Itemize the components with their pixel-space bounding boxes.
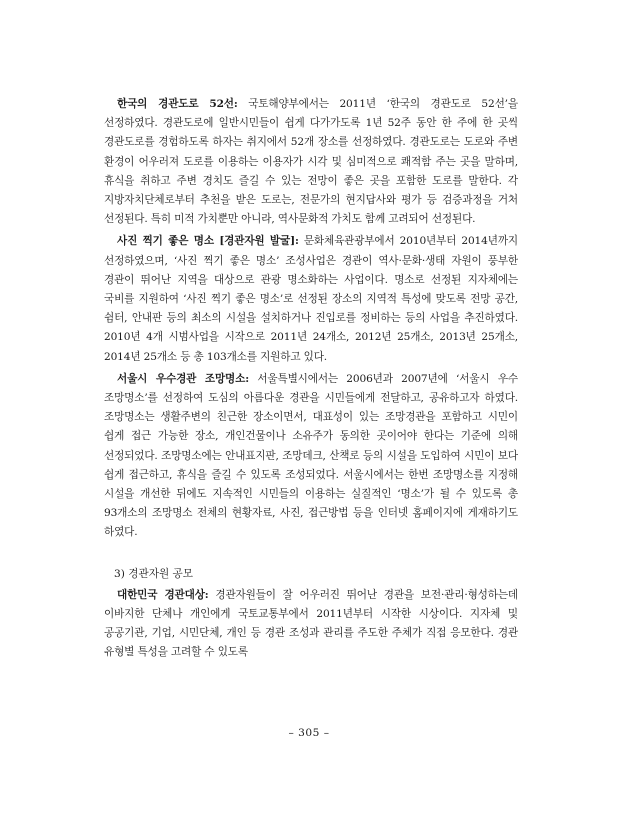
paragraph-lead: 한국의 경관도로 52선: [117,98,238,110]
paragraph-scenic-roads [104,95,518,229]
paragraph-text: 문화체육관광부에서 2010년부터 2014년까지 선정하였으며, ‘사진 찍기 좋은 명소’ 조성사업은 경관이 역사·문화·생태 자원이 풍부한 경관이 뛰어난 지역을 대상으로 관광 명소화하는 사업이다. 명소로 선정된 지자체에는 국비를 지원하여 ‘사진 찍기 좋은 명소’로 선정된 장소의 지역적 특성에 맞도록 전망 공간, 쉼터, 안내판 등의 최소의 시설을 설치하거나 진입로를 정비하는 등의 사업을 추진하였다. 2010년 4개 시범사업을 시작으로 2011년 24개소, 2012년 25개소, 2013년 25개소, 2014년 25개소 등 총 103개소를 지원하고 있다. [104,235,518,363]
paragraph-lead: 대한민국 경관대상: [117,588,209,601]
paragraph-text: 경관자원들이 잘 어우러진 뛰어난 경관을 보전·관리·형성하는데 이바지한 단체나 개인에게 국토교통부에서 2011년부터 시작한 시상이다. 지자체 및 공공기관, 기업, 시민단체, 개인 등 경관 조성과 관리를 주도한 주체가 직접 응모한다. 경관 유형별 특성을 고려할 수 있도록 [104,588,518,659]
paragraph-photo-spots [104,232,518,366]
section-heading: 3) 경관자원 공모 [114,567,194,580]
paragraph-text: 국토해양부에서는 2011년 ‘한국의 경관도로 52선’을 선정하였다. 경관도로에 일반시민들이 쉽게 다가가도록 1년 52주 동안 한 주에 한 곳씩 경관도로를 경험하도록 하자는 취지에서 52개 장소를 선정하였다. 경관도로는 도로와 주변 환경이 어우러져 도로를 이용하는 이용자가 시각 및 심미적으로 쾌적함 주는 곳을 말하며, 휴식을 취하고 주변 경치도 즐길 수 있는 전망이 좋은 곳을 포함한 도로를 말한다. 각 지방자치단체로부터 추천을 받은 도로는, 전문가의 현지답사와 평가 등 검증과정을 거처 선정된다. 특히 미적 가치뿐만 아니라, 역사문화적 가치도 함께 고려되어 선정된다. [104,98,518,226]
paragraph-text: 서울특별시에서는 2006년과 2007년에 ‘서울시 우수 조망명소’를 선정하여 도심의 아름다운 경관을 시민들에게 전달하고, 공유하고자 하였다. 조망명소는 생활주변의 친근한 장소이면서, 대표성이 있는 조망경관을 포함하고 시민이 쉽게 접근 가능한 장소, 개인건물이나 소유주가 동의한 곳이어야 한다는 기준에 의해 선정되었다. 조망명소에는 안내표지판, 조망데크, 산책로 등의 시설을 도입하여 시민이 보다 쉽게 접근하고, 휴식을 즐길 수 있도록 조성되었다. 서울시에서는 한번 조망명소를 지정해 시설을 개선한 뒤에도 지속적인 시민들의 이용하는 실질적인 ‘명소’가 될 수 있도록 총 93개소의 조망명소 전체의 현황자료, 사진, 접근방법 등을 인터넷 홈페이지에 게재하기도 하였다. [104,372,518,539]
paragraph-landscape-award [104,586,518,663]
page-number: – 305 – [288,727,330,739]
paragraph-lead: 서울시 우수경관 조망명소: [117,372,249,385]
paragraph-seoul-viewpoints [104,370,518,543]
paragraph-lead: 사진 찍기 좋은 명소 [경관자원 발굴]: [117,235,299,248]
document-body [104,95,518,666]
